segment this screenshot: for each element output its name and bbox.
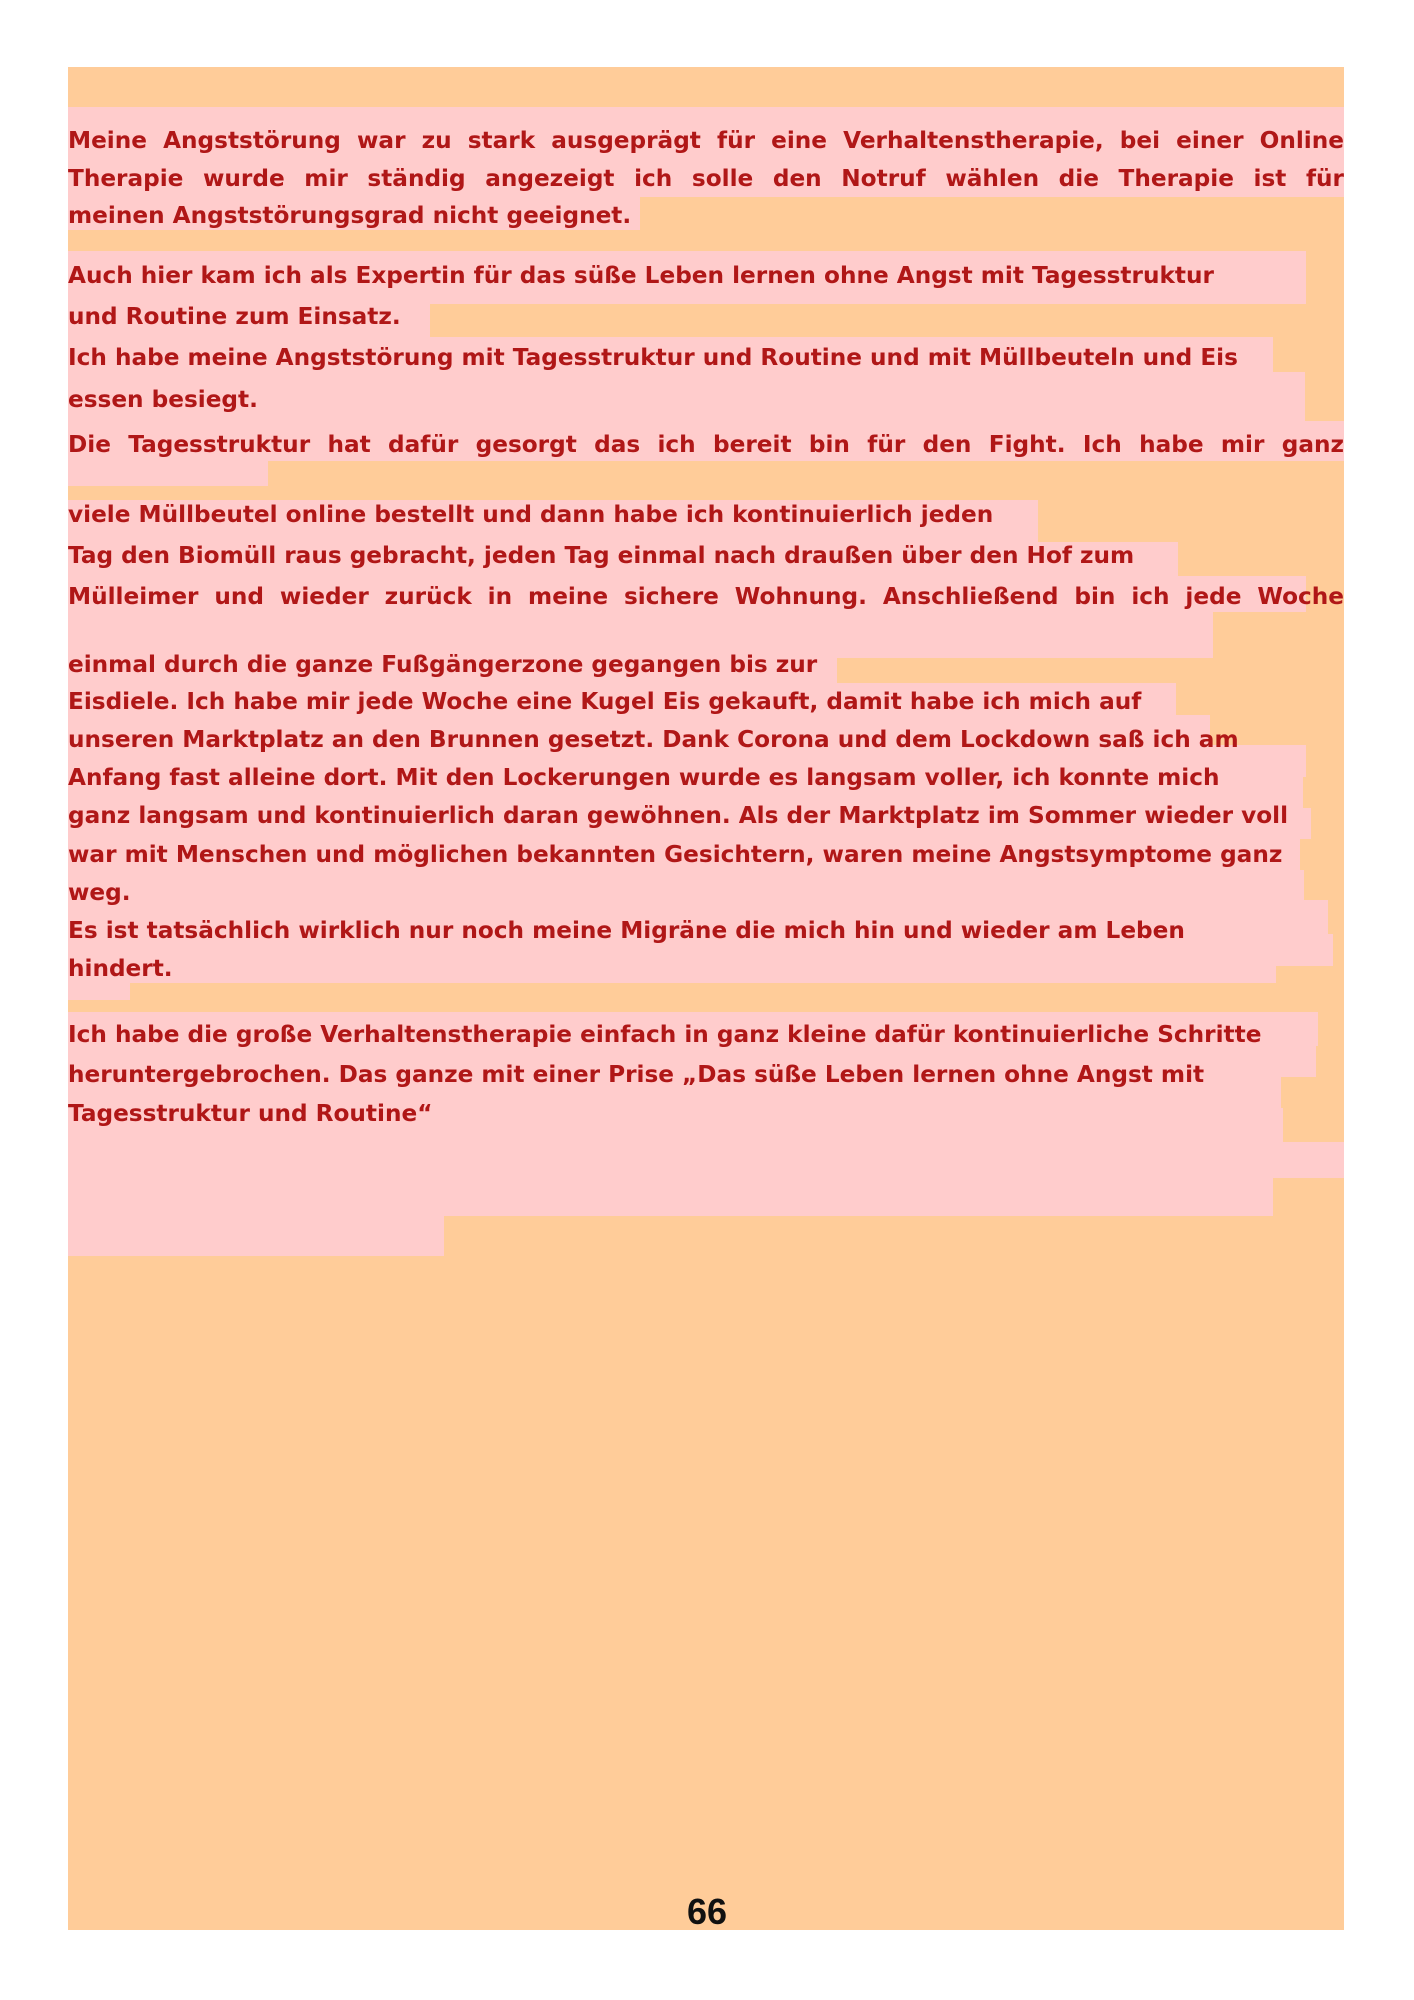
text-line: Auch hier kam ich als Expertin für das süße Leben lernen ohne Angst mit Tagesstruktur bbox=[68, 262, 1214, 289]
text-line: heruntergebrochen. Das ganze mit einer Prise „Das süße Leben lernen ohne Angst mit bbox=[68, 1061, 1205, 1088]
text-line: und Routine zum Einsatz. bbox=[68, 303, 401, 330]
text-line: Die Tagesstruktur hat dafür gesorgt das ich bereit bin für den Fight. Ich habe mir ganz bbox=[68, 431, 1344, 458]
text-line: Tag den Biomüll raus gebracht, jeden Tag einmal nach draußen über den Hof zum bbox=[68, 542, 1135, 569]
text-line: einmal durch die ganze Fußgängerzone gegangen bis zur bbox=[68, 651, 818, 678]
text-line: Es ist tatsächlich wirklich nur noch meine Migräne die mich hin und wieder am Leben bbox=[68, 917, 1185, 944]
text-line: war mit Menschen und möglichen bekannten Gesichtern, waren meine Angstsymptome ganz bbox=[68, 841, 1283, 868]
text-line: Eisdiele. Ich habe mir jede Woche eine Kugel Eis gekauft, damit habe ich mich auf bbox=[68, 688, 1142, 715]
text-line: Meine Angststörung war zu stark ausgeprägt für eine Verhaltenstherapie, bei einer Online bbox=[68, 127, 1344, 154]
text-line: meinen Angststörungsgrad nicht geeignet. bbox=[68, 202, 632, 229]
text-line: ganz langsam und kontinuierlich daran gewöhnen. Als der Marktplatz im Sommer wieder voll bbox=[68, 802, 1289, 829]
text-line: Therapie wurde mir ständig angezeigt ich solle den Notruf wählen die Therapie ist für bbox=[68, 165, 1344, 192]
text-line: Anfang fast alleine dort. Mit den Lockerungen wurde es langsam voller, ich konnte mich bbox=[68, 764, 1220, 791]
text-line: weg. bbox=[68, 879, 131, 906]
text-line: Ich habe meine Angststörung mit Tagesstruktur und Routine und mit Müllbeuteln und Eis bbox=[68, 344, 1238, 371]
text-line: essen besiegt. bbox=[68, 386, 258, 413]
text-line: hindert. bbox=[68, 955, 173, 982]
text-line: Mülleimer und wieder zurück in meine sichere Wohnung. Anschließend bin ich jede Woche bbox=[68, 583, 1344, 610]
page-number: 66 bbox=[686, 1891, 728, 1932]
text-line: viele Müllbeutel online bestellt und dann habe ich kontinuierlich jeden bbox=[68, 501, 994, 528]
text-line: Ich habe die große Verhaltenstherapie einfach in ganz kleine dafür kontinuierliche Schritte bbox=[68, 1021, 1262, 1048]
text-line: Tagesstruktur und Routine“ bbox=[68, 1100, 433, 1127]
text-line: unseren Marktplatz an den Brunnen gesetzt. Dank Corona und dem Lockdown saß ich am bbox=[68, 726, 1239, 753]
